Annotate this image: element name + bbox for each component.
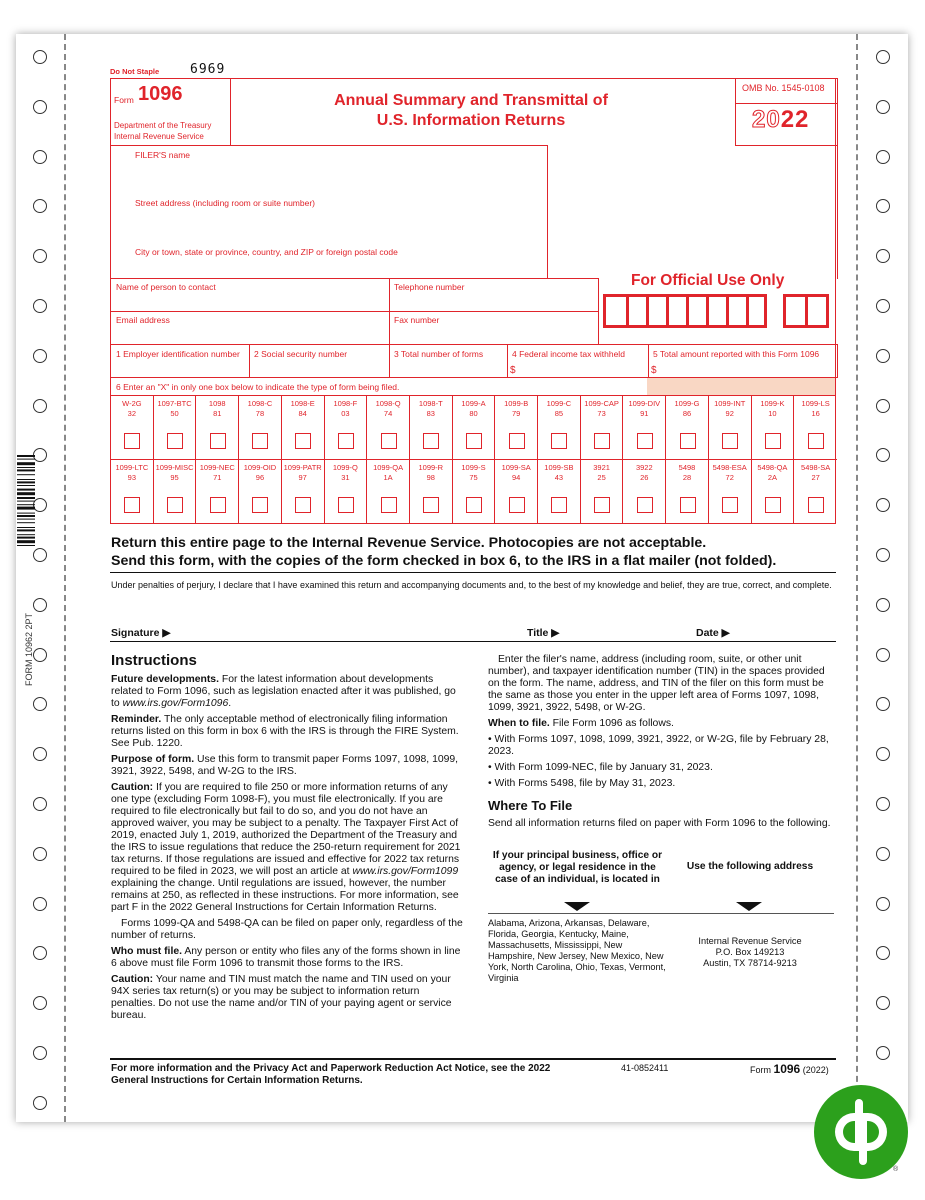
form-type-name: 1099-A (461, 399, 486, 408)
form-type-1098-t (410, 396, 453, 460)
form-type-name: W-2G (122, 399, 142, 408)
tractor-feed-hole (876, 548, 890, 562)
side-form-label: FORM 10962 2PT (24, 612, 34, 686)
form-type-1099-q (325, 460, 368, 524)
form-type-checkbox[interactable] (765, 497, 781, 513)
official-use-box-a (603, 294, 767, 328)
form-type-1099-patr (282, 460, 325, 524)
tax-year: 2022 (752, 106, 810, 133)
footer-form-id: Form 1096 (2022) (750, 1062, 829, 1076)
form-type-checkbox[interactable] (295, 433, 311, 449)
form-type-1099-r (410, 460, 453, 524)
form-type-checkbox[interactable] (808, 497, 824, 513)
tractor-feed-hole (33, 399, 47, 413)
form-type-code: 2A (767, 473, 778, 482)
form-type-checkbox[interactable] (252, 497, 268, 513)
perjury-statement: Under penalties of perjury, I declare that I have examined this return and accompanying documents and, to the best of my knowledge and belief, they are true, correct, and complete. (111, 580, 832, 590)
form-type-1098-f (325, 396, 368, 460)
form-type-code: 81 (213, 409, 222, 418)
barcode (17, 455, 35, 575)
form-type-checkbox[interactable] (295, 497, 311, 513)
form-type-code: 98 (426, 473, 435, 482)
signature-label: Signature ▶ (111, 627, 171, 639)
form-type-name: 1099-INT (714, 399, 746, 408)
form-number: 1096 (138, 83, 183, 105)
tractor-feed-hole (33, 150, 47, 164)
form-type-code: 43 (554, 473, 564, 482)
form-type-checkbox[interactable] (594, 497, 610, 513)
form-type-name: 1099-PATR (283, 463, 322, 472)
form-type-checkbox[interactable] (808, 433, 824, 449)
form-type-code: 85 (554, 409, 564, 418)
form-type-checkbox[interactable] (252, 433, 268, 449)
where-to-file-heading: Where To File (488, 798, 573, 813)
form-type-1099-cap (581, 396, 624, 460)
box3-total-forms[interactable]: 3 Total number of forms (389, 344, 508, 378)
telephone-field[interactable]: Telephone number (389, 278, 599, 312)
form-type-checkbox[interactable] (124, 433, 140, 449)
form-type-checkbox[interactable] (210, 497, 226, 513)
form-type-1099-a (453, 396, 496, 460)
tractor-feed-hole (33, 299, 47, 313)
form-type-name: 1099-SB (544, 463, 574, 472)
tractor-feed-hole (876, 399, 890, 413)
form-type-name: 1098-T (418, 399, 443, 408)
tractor-feed-hole (33, 100, 47, 114)
form-type-name: 1099-MISC (155, 463, 194, 472)
email-field[interactable]: Email address (110, 311, 390, 345)
tractor-feed-hole (876, 100, 890, 114)
form-type-1099-int (709, 396, 752, 460)
tractor-feed-hole (33, 349, 47, 363)
form-type-checkbox[interactable] (167, 433, 183, 449)
form-type-checkbox[interactable] (210, 433, 226, 449)
form-type-checkbox[interactable] (423, 433, 439, 449)
form-type-checkbox[interactable] (509, 433, 525, 449)
form-type-name: 3922 (635, 463, 653, 472)
form-type-name: 1099-NEC (199, 463, 235, 472)
omb-cell: OMB No. 1545-0108 2022 (735, 78, 838, 146)
form-type-1097-btc (154, 396, 197, 460)
where-col2-heading: Use the following address (686, 861, 814, 872)
form-type-name: 1099-R (418, 463, 444, 472)
form-type-1099-b (495, 396, 538, 460)
form-type-1098 (196, 396, 239, 460)
form-type-code: 27 (811, 473, 820, 482)
form-type-checkbox[interactable] (765, 433, 781, 449)
form-type-code: 83 (426, 409, 435, 418)
irs-address: Internal Revenue Service P.O. Box 149213 Austin, TX 78714-9213 (698, 936, 802, 968)
date-field[interactable] (734, 624, 834, 640)
form-type-code: 28 (682, 473, 692, 482)
form-type-name: 1097-BTC (157, 399, 192, 408)
fax-field[interactable]: Fax number (389, 311, 599, 345)
form-type-code: 25 (597, 473, 606, 482)
form-type-checkbox[interactable] (680, 497, 696, 513)
official-use-label: For Official Use Only (631, 272, 785, 289)
form-type-1099-c (538, 396, 581, 460)
form-type-name: 5498-SA (801, 463, 831, 472)
form-type-code: 74 (383, 409, 393, 418)
form-type-code: 31 (341, 473, 350, 482)
form-id-cell: Form 1096 Department of the Treasury Internal Revenue Service (110, 78, 231, 146)
form-type-checkbox[interactable] (722, 433, 738, 449)
form-type-name: 1098-F (333, 399, 358, 408)
arrow-down-icon (736, 902, 762, 911)
perforation-left (64, 34, 66, 1122)
form-type-name: 5498-QA (757, 463, 788, 472)
form-type-code: 97 (298, 473, 307, 482)
where-to-file-text: Send all information returns filed on paper with Form 1096 to the following. (488, 818, 831, 829)
tractor-feed-hole (33, 1046, 47, 1060)
form-type-1099-div (623, 396, 666, 460)
handwritten-code: 6969 (190, 62, 226, 77)
form-type-name: 1098-E (290, 399, 315, 408)
form-type-checkbox[interactable] (637, 497, 653, 513)
form-type-code: 95 (170, 473, 179, 482)
tractor-feed-hole (33, 50, 47, 64)
title-field[interactable] (562, 624, 687, 640)
form-type-name: 1099-LTC (115, 463, 149, 472)
form-type-code: 91 (640, 409, 649, 418)
form-type-code: 1A (383, 473, 393, 482)
tractor-feed-hole (876, 150, 890, 164)
form-type-checkbox[interactable] (167, 497, 183, 513)
form-type-code: 16 (811, 409, 820, 418)
form-type-grid (110, 396, 836, 524)
tractor-feed-hole (876, 299, 890, 313)
tractor-feed-hole (33, 548, 47, 562)
form-type-name: 1099-B (504, 399, 529, 408)
form-type-1099-nec (196, 460, 239, 524)
filer-name-address[interactable]: FILER'S name Street address (including room or suite number) City or town, state or province, country, and ZIP or foreign postal code (110, 145, 548, 279)
perforation-right (856, 34, 858, 1122)
official-use-box-b (783, 294, 829, 328)
return-notice: Return this entire page to the Internal Revenue Service. Photocopies are not acceptable. Send this form, with the copies of the form checked in box 6, to the IRS in a flat mailer (not folded). (111, 535, 777, 569)
title-label: Title ▶ (527, 627, 560, 639)
instructions-right: Enter the filer's name, address (including room, suite, or other unit number), and taxpayer identification number (TIN) in the spaces provided on the form. The name, address, and TIN of the filer on this form must be the same as those you enter in the upper left area of Forms 1097, 1098, 1099, 3921, 3922, 5498, or W-2G. When to file. File Form 1096 as follows. • With Forms 1097, 1098, 1099, 3921, 3922, or W-2G, file by February 28, 2023. • With Form 1099-NEC, file by January 31, 2023. • With Forms 5498, file by May 31, 2023. (488, 654, 829, 789)
form-type-checkbox[interactable] (124, 497, 140, 513)
form-type-code: 03 (341, 409, 350, 418)
form-type-name: 5498-ESA (712, 463, 747, 472)
form-type-name: 3921 (593, 463, 610, 472)
form-type-code: 73 (597, 409, 606, 418)
form-type-code: 72 (725, 473, 734, 482)
form-type-code: 71 (213, 473, 222, 482)
form-type-code: 50 (170, 409, 179, 418)
form-type-5498 (666, 460, 709, 524)
form-type-checkbox[interactable] (338, 497, 354, 513)
box6-instruction: 6 Enter an "X" in only one box below to indicate the type of form being filed. (111, 378, 835, 396)
tractor-feed-hole (876, 349, 890, 363)
tractor-feed-hole (876, 598, 890, 612)
tractor-feed-hole (33, 797, 47, 811)
tractor-feed-hole (876, 648, 890, 662)
form-type-checkbox[interactable] (637, 433, 653, 449)
form-type-1099-ls (794, 396, 837, 460)
form-type-checkbox[interactable] (551, 497, 567, 513)
form-type-code: 26 (640, 473, 649, 482)
form-type-1099-qa (367, 460, 410, 524)
form-type-code: 75 (469, 473, 478, 482)
form-type-name: 1099-LS (801, 399, 830, 408)
tractor-feed-hole (33, 897, 47, 911)
form-type-name: 1099-S (461, 463, 486, 472)
tractor-feed-hole (876, 1046, 890, 1060)
form-type-3921 (581, 460, 624, 524)
form-type-5498-qa (752, 460, 795, 524)
states-list: Alabama, Arizona, Arkansas, Delaware, Florida, Georgia, Kentucky, Maine, Massachusetts, Mississippi, New Hampshire, New Jersey, New Mexico, New York, North Carolina, Ohio, Texas, Vermont, Virginia (488, 918, 666, 983)
form-type-1099-k (752, 396, 795, 460)
form-type-1099-sa (495, 460, 538, 524)
form-type-1098-e (282, 396, 325, 460)
form-type-code: 84 (298, 409, 307, 418)
form-type-code: 78 (255, 409, 265, 418)
arrow-down-icon (564, 902, 590, 911)
form-type-3922 (623, 460, 666, 524)
tractor-feed-hole (876, 797, 890, 811)
signature-field[interactable] (180, 624, 515, 640)
registered-mark: ® (893, 1166, 899, 1173)
form-type-name: 5498 (678, 463, 696, 472)
form-type-name: 1098-C (247, 399, 273, 408)
form-type-name: 1099-Q (332, 463, 358, 472)
box2-ssn[interactable]: 2 Social security number (249, 344, 390, 378)
form-type-name: 1099-DIV (628, 399, 661, 408)
form-type-code: 79 (512, 409, 521, 418)
contact-name-field[interactable]: Name of person to contact (110, 278, 390, 312)
form-type-5498-sa (794, 460, 837, 524)
form-type-name: 1099-C (546, 399, 572, 408)
form-type-name: 1099-QA (373, 463, 404, 472)
form-type-1099-g (666, 396, 709, 460)
tractor-feed-hole (876, 897, 890, 911)
form-type-code: 94 (512, 473, 521, 482)
form-type-name: 1098 (208, 399, 226, 408)
form-type-1099-s (453, 460, 496, 524)
form-type-1099-ltc (111, 460, 154, 524)
form-type-name: 1098-Q (375, 399, 401, 408)
box5-total-amount[interactable]: 5 Total amount reported with this Form 1096 $ (648, 344, 838, 378)
filer-right-area (547, 145, 838, 279)
box4-federal-tax[interactable]: 4 Federal income tax withheld $ (507, 344, 649, 378)
form-type-1098-q (367, 396, 410, 460)
form-type-name: 1099-CAP (584, 399, 619, 408)
form-type-name: 1099-G (674, 399, 700, 408)
form-type-code: 80 (469, 409, 478, 418)
form-type-checkbox[interactable] (722, 497, 738, 513)
form-type-code: 32 (127, 409, 137, 418)
where-col1-heading: If your principal business, office or agency, or legal residence in the case of an individual, is located in (492, 850, 663, 885)
form-title: Annual Summary and Transmittal of U.S. Information Returns (334, 92, 608, 129)
tractor-feed-hole (876, 847, 890, 861)
privacy-notice: For more information and the Privacy Act and Paperwork Reduction Act Notice, see the 2022 General Instructions for Certain Information Returns. (111, 1063, 551, 1086)
form-type-code: 92 (725, 409, 734, 418)
form-type-code: 96 (255, 473, 265, 482)
form-type-name: 1099-OID (243, 463, 277, 472)
form-type-1099-oid (239, 460, 282, 524)
form-type-1099-sb (538, 460, 581, 524)
do-not-staple: Do Not Staple (110, 67, 160, 76)
tractor-feed-hole (33, 847, 47, 861)
form-type-code: 86 (682, 409, 692, 418)
form-type-code: 93 (127, 473, 137, 482)
form-type-w-2g (111, 396, 154, 460)
catalog-number: 41-0852411 (621, 1063, 669, 1073)
form-type-checkbox[interactable] (466, 433, 482, 449)
form-1096-top (110, 78, 836, 396)
form-type-name: 1099-SA (501, 463, 531, 472)
form-type-checkbox[interactable] (680, 433, 696, 449)
form-type-1098-c (239, 396, 282, 460)
date-label: Date ▶ (696, 627, 730, 639)
form-type-name: 1099-K (760, 399, 785, 408)
tractor-feed-hole (33, 1096, 47, 1110)
form-type-checkbox[interactable] (466, 497, 482, 513)
form-type-code: 10 (768, 409, 777, 418)
form-type-checkbox[interactable] (423, 497, 439, 513)
form-type-checkbox[interactable] (381, 433, 397, 449)
form-type-5498-esa (709, 460, 752, 524)
form-type-checkbox[interactable] (381, 497, 397, 513)
instructions-left: Future developments. For the latest information about developments related to Form 1096, such as legislation enacted after it was published, go to www.irs.gov/Form1096. Reminder. The only acceptable method of electronically filing information returns listed on this form in box 6 with the IRS is through the FIRE System. See Pub. 1220. Purpose of form. Use this form to transmit paper Forms 1097, 1098, 1099, 3921, 3922, 5498, and W-2G to the IRS. Caution: If you are required to file 250 or more information returns of any one type (excluding Form 1098-F), you must file electronically. If you are required to file electronically but fail to do so, and you do not have an approved waiver, you may be subject to a penalty. The Taxpayer First Act of 2019, enacted July 1, 2019, authorized the Department of the Treasury and the IRS to issue regulations that reduce the 250-return requirement for 2021 tax returns. If those regulations are issued and effective for 2022 tax returns required to be filed in 2023, we will post an article at www.irs.gov/Form1099 explaining the change. Until regulations are issued, however, the number remains at 250, as reflected in these instructions. For more information, see part F in the 2022 General Instructions for Certain Information Returns. Forms 1099-QA and 5498-QA can be filed on paper only, regardless of the number of returns. Who must file. Any person or entity who files any of the forms shown in line 6 above must file Form 1096 to transmit those forms to the IRS. Caution: Your name and TIN must match the name and TIN used on your 94X series tax return(s) or you may be subject to information return penalties. Do not use the name and/or TIN of your paying agent or service bureau. (111, 674, 463, 1021)
form-type-checkbox[interactable] (509, 497, 525, 513)
form-type-1099-misc (154, 460, 197, 524)
instructions-heading: Instructions (111, 652, 197, 669)
quickbooks-logo-icon (814, 1085, 908, 1179)
form-type-checkbox[interactable] (551, 433, 567, 449)
form-type-checkbox[interactable] (594, 433, 610, 449)
form-type-checkbox[interactable] (338, 433, 354, 449)
tractor-feed-hole (876, 50, 890, 64)
box1-employer-id[interactable]: 1 Employer identification number (110, 344, 250, 378)
